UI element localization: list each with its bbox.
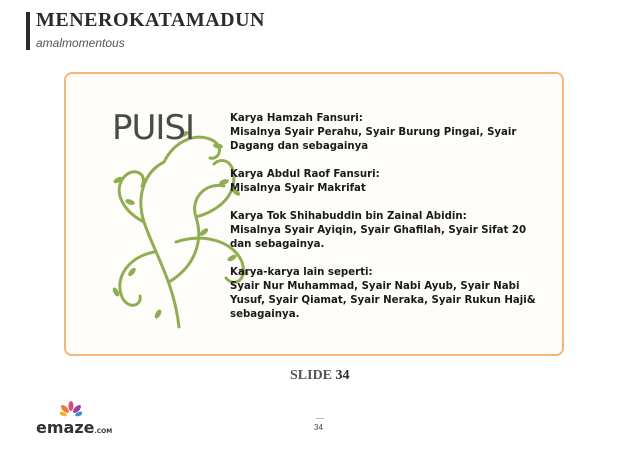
flower-logo-icon xyxy=(60,400,82,418)
logo-wordmark xyxy=(36,418,112,437)
emaze-logo[interactable] xyxy=(36,400,113,440)
works-paragraph xyxy=(230,266,550,322)
works-paragraph xyxy=(230,168,550,196)
paragraph-text: Karya Tok Shihabuddin bin Zainal Abidin: Misalnya Syair Ayiqin, Syair Ghafilah, Syair Sifat 20 dan sebagainya. xyxy=(230,211,527,250)
slide-number: 34 xyxy=(335,368,350,383)
page-divider xyxy=(316,418,324,419)
section-heading: PUISI xyxy=(112,108,195,148)
logo-text: emaze xyxy=(36,418,95,437)
works-list xyxy=(230,112,550,336)
slide-card xyxy=(64,72,564,356)
page-subtitle: amalmomentous xyxy=(36,36,125,50)
page-number: 34 xyxy=(314,423,323,432)
paragraph-text: Karya Abdul Raof Fansuri: Misalnya Syair Makrifat xyxy=(230,169,380,194)
works-paragraph xyxy=(230,112,550,154)
works-paragraph xyxy=(230,210,550,252)
title-accent-bar xyxy=(26,12,30,50)
page-title: MENEROKATAMADUN xyxy=(36,9,265,31)
slide-label xyxy=(290,368,350,384)
slide-word: SLIDE xyxy=(290,368,333,383)
logo-suffix: .COM xyxy=(94,428,113,435)
paragraph-text: Karya-karya lain seperti: Syair Nur Muhammad, Syair Nabi Ayub, Syair Nabi Yusuf, Syair Qiamat, Syair Neraka, Syair Rukun Haji& sebagainya. xyxy=(230,267,536,320)
paragraph-text: Karya Hamzah Fansuri: Misalnya Syair Perahu, Syair Burung Pingai, Syair Dagang dan sebagainya xyxy=(230,113,517,152)
